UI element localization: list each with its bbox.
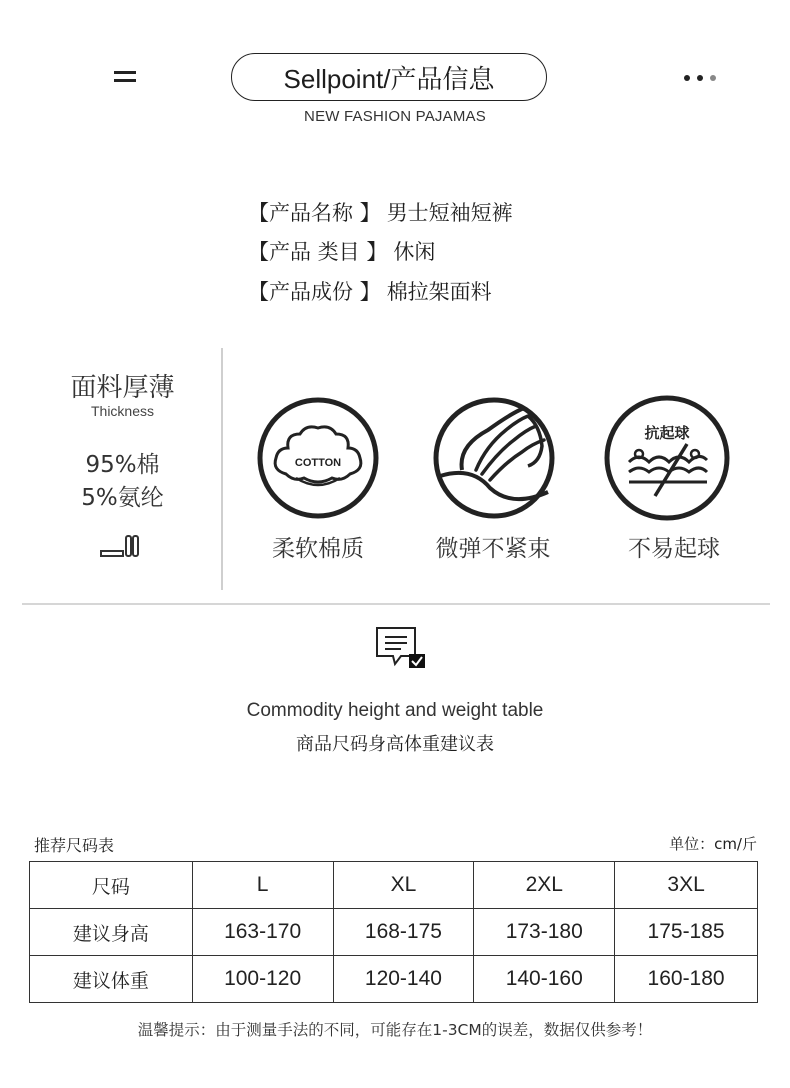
table-header-row — [30, 862, 758, 909]
table-header-cell: 3XL — [615, 862, 758, 909]
feature-label-soft-cotton: 柔软棉质 — [272, 536, 364, 562]
info-label: 【产品名称 】 — [248, 201, 381, 225]
table-cell: 163-170 — [192, 909, 333, 956]
more-options-icon[interactable] — [684, 75, 724, 83]
info-value: 休闲 — [393, 240, 436, 264]
feature-label-anti-pilling: 不易起球 — [628, 536, 720, 562]
info-row-material — [248, 276, 492, 306]
page-subtitle: NEW FASHION PAJAMAS — [304, 108, 486, 125]
stretch-fabric-icon — [432, 396, 556, 520]
vertical-divider — [221, 348, 223, 590]
size-table-title: 推荐尺码表 — [34, 836, 115, 855]
table-header-cell: XL — [333, 862, 474, 909]
commodity-title-cn: 商品尺码身高体重建议表 — [296, 734, 494, 755]
info-label: 【产品 类目 】 — [248, 240, 388, 264]
menu-icon[interactable] — [114, 71, 138, 87]
info-label: 【产品成份 】 — [248, 280, 381, 304]
table-cell: 173-180 — [474, 909, 615, 956]
info-row-category — [248, 236, 435, 266]
table-cell: 100-120 — [192, 956, 333, 1003]
thickness-title: 面料厚薄 — [70, 373, 175, 403]
info-value: 棉拉架面料 — [386, 280, 492, 304]
table-header-cell: 尺码 — [30, 862, 193, 909]
cotton-cloud-icon — [256, 396, 380, 520]
table-cell: 140-160 — [474, 956, 615, 1003]
anti-pilling-icon-text: 抗起球 — [644, 424, 690, 442]
size-note: 温馨提示：由于测量手法的不同，可能存在1-3CM的误差，数据仅供参考！ — [137, 1021, 653, 1039]
info-value: 男士短袖短裤 — [386, 201, 513, 225]
table-cell: 175-185 — [615, 909, 758, 956]
anti-pilling-icon — [603, 394, 731, 522]
commodity-title-en: Commodity height and weight table — [246, 700, 544, 721]
composition-spandex: 5%氨纶 — [81, 485, 164, 511]
table-cell: 建议体重 — [30, 956, 193, 1003]
table-cell: 建议身高 — [30, 909, 193, 956]
table-cell: 168-175 — [333, 909, 474, 956]
table-row — [30, 956, 758, 1003]
table-header-cell: L — [192, 862, 333, 909]
feature-label-stretch: 微弹不紧束 — [435, 536, 551, 562]
size-table-unit: 单位：cm/斤 — [669, 835, 757, 853]
size-table — [29, 861, 758, 1003]
page-title: Sellpoint/产品信息 — [231, 53, 547, 101]
info-row-name — [248, 197, 513, 227]
thickness-subtitle: Thickness — [90, 403, 155, 419]
checklist-icon — [375, 626, 427, 670]
table-row — [30, 909, 758, 956]
section-divider — [22, 603, 770, 605]
table-header-cell: 2XL — [474, 862, 615, 909]
table-cell: 120-140 — [333, 956, 474, 1003]
thickness-level-icon — [100, 532, 144, 560]
table-cell: 160-180 — [615, 956, 758, 1003]
composition-cotton: 95%棉 — [85, 452, 160, 478]
cotton-icon-text: COTTON — [294, 457, 342, 469]
